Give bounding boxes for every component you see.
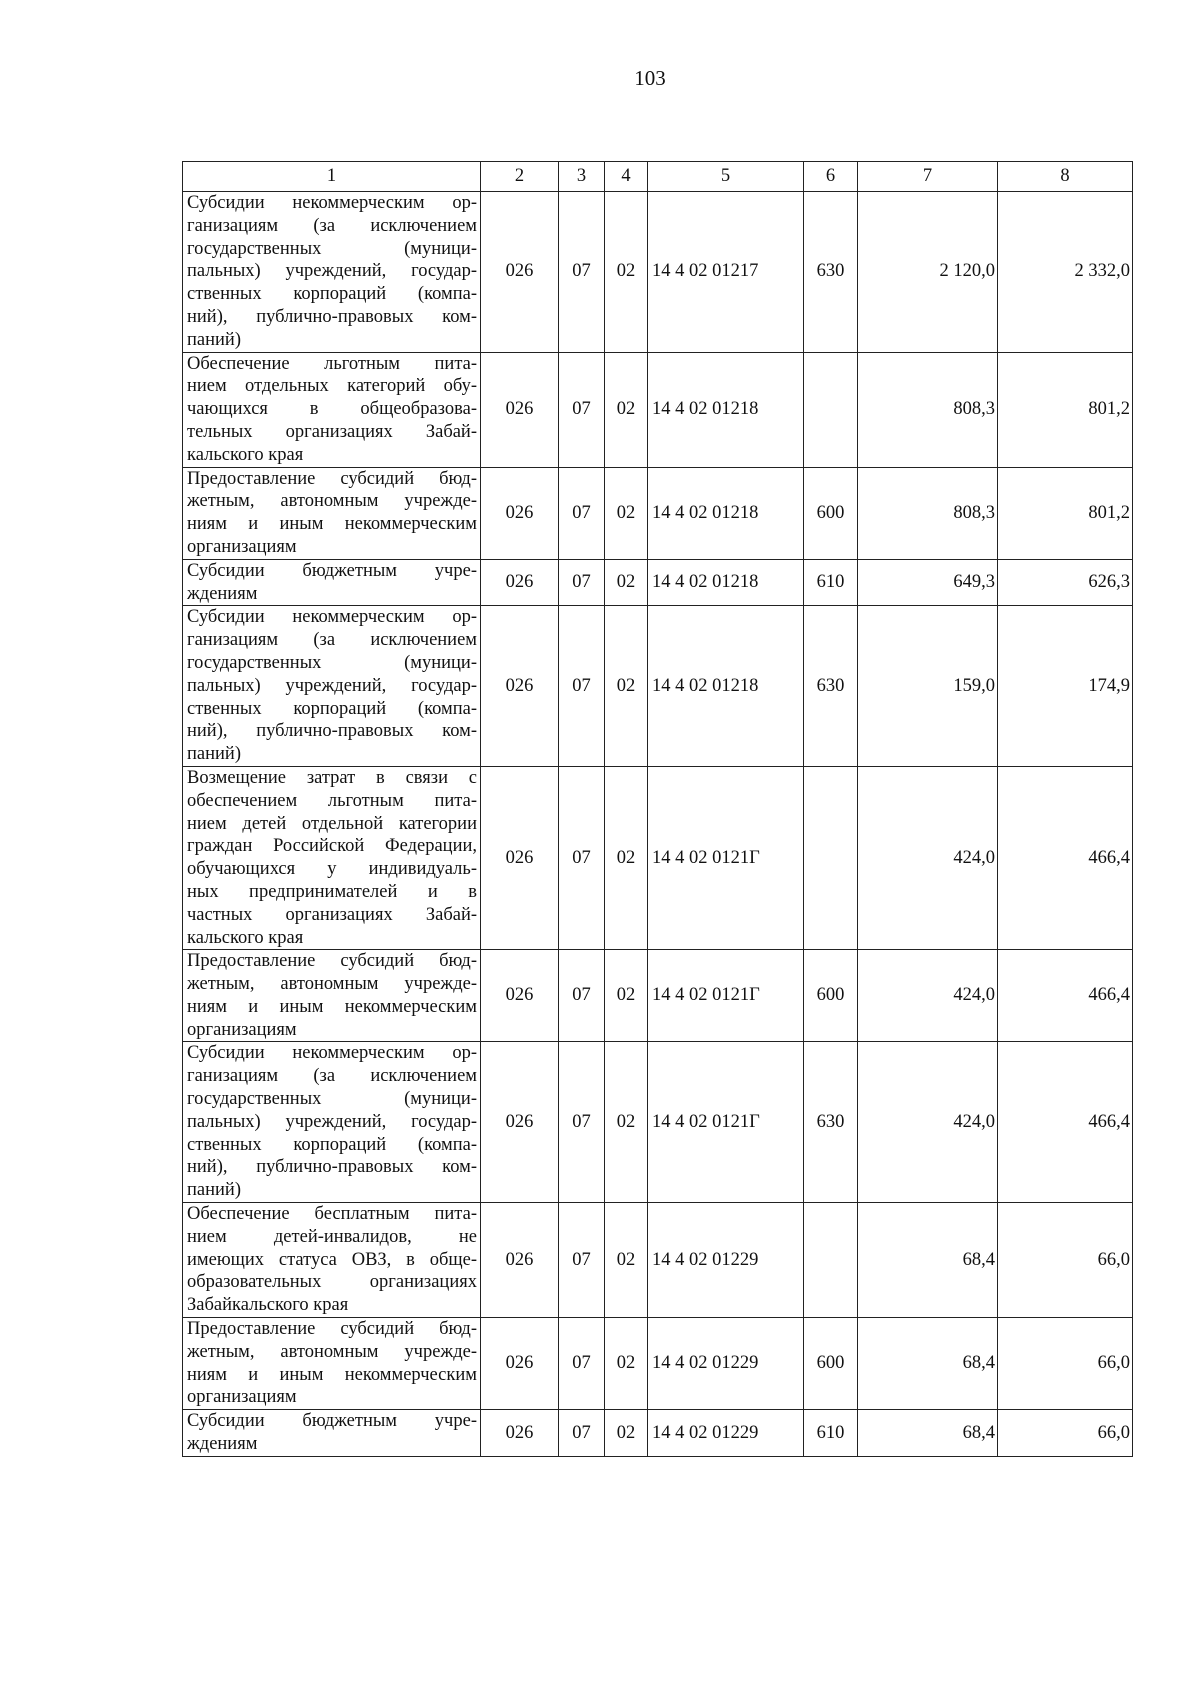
item-name-line: Предоставление субсидий бюд- bbox=[187, 1319, 477, 1340]
cell-grbs: 026 bbox=[481, 192, 559, 353]
cell-grbs: 026 bbox=[481, 1203, 559, 1318]
item-name-line: кальского края bbox=[187, 927, 304, 948]
table-row bbox=[183, 352, 1133, 467]
cell-target-article: 14 4 02 0121Г bbox=[648, 766, 804, 949]
item-name-line: ниям и иным некоммерческим bbox=[187, 996, 477, 1017]
item-name-line: ний), публично-правовых ком- bbox=[187, 306, 477, 327]
item-name-line: паний) bbox=[187, 329, 241, 350]
budget-table bbox=[182, 161, 1133, 1457]
cell-subsection: 02 bbox=[605, 559, 648, 606]
table-row bbox=[183, 1318, 1133, 1410]
cell-expense-type: 600 bbox=[804, 1318, 858, 1410]
cell-amount-col8: 801,2 bbox=[998, 352, 1133, 467]
item-name-line: Обеспечение бесплатным пита- bbox=[187, 1204, 477, 1225]
item-name-line: чающихся в общеобразова- bbox=[187, 399, 477, 420]
cell-subsection: 02 bbox=[605, 1203, 648, 1318]
item-name-line: государственных (муници- bbox=[187, 652, 477, 673]
item-name-line: ний), публично-правовых ком- bbox=[187, 1157, 477, 1178]
cell-section: 07 bbox=[559, 950, 605, 1042]
cell-grbs: 026 bbox=[481, 1042, 559, 1203]
item-name-line: Субсидии некоммерческим ор- bbox=[187, 1043, 477, 1064]
item-name-line: имеющих статуса ОВЗ, в обще- bbox=[187, 1249, 477, 1270]
item-name-line: ганизациям (за исключением bbox=[187, 1066, 477, 1087]
item-name-line: ниям и иным некоммерческим bbox=[187, 514, 477, 535]
cell-subsection: 02 bbox=[605, 467, 648, 559]
column-header: 5 bbox=[648, 162, 804, 192]
cell-subsection: 02 bbox=[605, 192, 648, 353]
cell-section: 07 bbox=[559, 1203, 605, 1318]
table-row bbox=[183, 467, 1133, 559]
item-name-line: Предоставление субсидий бюд- bbox=[187, 468, 477, 489]
cell-section: 07 bbox=[559, 606, 605, 767]
cell-amount-col8: 2 332,0 bbox=[998, 192, 1133, 353]
item-name-line: кальского края bbox=[187, 444, 304, 465]
cell-target-article: 14 4 02 01229 bbox=[648, 1410, 804, 1457]
cell-section: 07 bbox=[559, 1410, 605, 1457]
cell-subsection: 02 bbox=[605, 606, 648, 767]
cell-item-name bbox=[183, 950, 481, 1042]
cell-target-article: 14 4 02 01217 bbox=[648, 192, 804, 353]
cell-amount-col7: 68,4 bbox=[858, 1410, 998, 1457]
table-row bbox=[183, 766, 1133, 949]
item-name-line: обеспечением льготным пита- bbox=[187, 790, 477, 811]
page-number: 103 bbox=[634, 66, 666, 90]
cell-expense-type: 630 bbox=[804, 606, 858, 767]
cell-grbs: 026 bbox=[481, 950, 559, 1042]
cell-amount-col7: 424,0 bbox=[858, 766, 998, 949]
table-row bbox=[183, 1042, 1133, 1203]
cell-item-name bbox=[183, 467, 481, 559]
cell-amount-col7: 649,3 bbox=[858, 559, 998, 606]
item-name-line: жетным, автономным учрежде- bbox=[187, 491, 477, 512]
cell-amount-col8: 174,9 bbox=[998, 606, 1133, 767]
cell-item-name bbox=[183, 1042, 481, 1203]
column-header: 4 bbox=[605, 162, 648, 192]
item-name-line: жетным, автономным учрежде- bbox=[187, 1341, 477, 1362]
item-name-line: организациям bbox=[187, 1019, 297, 1040]
cell-grbs: 026 bbox=[481, 352, 559, 467]
item-name-line: тельных организациях Забай- bbox=[187, 421, 477, 442]
table-row bbox=[183, 1203, 1133, 1318]
column-header: 1 bbox=[183, 162, 481, 192]
item-name-line: Обеспечение льготным пита- bbox=[187, 353, 477, 374]
cell-amount-col7: 159,0 bbox=[858, 606, 998, 767]
cell-target-article: 14 4 02 01218 bbox=[648, 352, 804, 467]
item-name-line: граждан Российской Федерации, bbox=[187, 836, 477, 857]
cell-amount-col8: 466,4 bbox=[998, 766, 1133, 949]
item-name-line: ганизациям (за исключением bbox=[187, 630, 477, 651]
cell-amount-col7: 808,3 bbox=[858, 352, 998, 467]
cell-expense-type: 630 bbox=[804, 1042, 858, 1203]
cell-target-article: 14 4 02 01229 bbox=[648, 1203, 804, 1318]
cell-expense-type bbox=[804, 766, 858, 949]
cell-amount-col8: 626,3 bbox=[998, 559, 1133, 606]
item-name-line: нием отдельных категорий обу- bbox=[187, 376, 477, 397]
item-name-line: ственных корпораций (компа- bbox=[187, 698, 477, 719]
cell-expense-type: 630 bbox=[804, 192, 858, 353]
item-name-line: пальных) учреждений, государ- bbox=[187, 675, 477, 696]
column-header: 7 bbox=[858, 162, 998, 192]
item-name-line: ждениям bbox=[187, 1434, 258, 1455]
header-row bbox=[183, 162, 1133, 192]
cell-amount-col7: 2 120,0 bbox=[858, 192, 998, 353]
cell-subsection: 02 bbox=[605, 352, 648, 467]
cell-expense-type bbox=[804, 1203, 858, 1318]
table-row bbox=[183, 950, 1133, 1042]
cell-subsection: 02 bbox=[605, 950, 648, 1042]
item-name-line: Возмещение затрат в связи с bbox=[187, 767, 477, 788]
cell-expense-type: 610 bbox=[804, 1410, 858, 1457]
cell-item-name bbox=[183, 1203, 481, 1318]
cell-expense-type: 600 bbox=[804, 950, 858, 1042]
cell-item-name bbox=[183, 559, 481, 606]
cell-amount-col8: 66,0 bbox=[998, 1410, 1133, 1457]
cell-item-name bbox=[183, 766, 481, 949]
cell-amount-col8: 66,0 bbox=[998, 1203, 1133, 1318]
item-name-line: Субсидии бюджетным учре- bbox=[187, 560, 477, 581]
table-row bbox=[183, 192, 1133, 353]
item-name-line: Забайкальского края bbox=[187, 1295, 349, 1316]
item-name-line: частных организациях Забай- bbox=[187, 904, 477, 925]
cell-item-name bbox=[183, 1410, 481, 1457]
column-header: 2 bbox=[481, 162, 559, 192]
cell-item-name bbox=[183, 1318, 481, 1410]
cell-grbs: 026 bbox=[481, 606, 559, 767]
cell-grbs: 026 bbox=[481, 1318, 559, 1410]
cell-target-article: 14 4 02 01218 bbox=[648, 467, 804, 559]
cell-amount-col8: 66,0 bbox=[998, 1318, 1133, 1410]
item-name-line: ждениям bbox=[187, 583, 258, 604]
column-header: 6 bbox=[804, 162, 858, 192]
item-name-line: организациям bbox=[187, 1387, 297, 1408]
column-header: 8 bbox=[998, 162, 1133, 192]
cell-section: 07 bbox=[559, 766, 605, 949]
cell-expense-type bbox=[804, 352, 858, 467]
cell-target-article: 14 4 02 0121Г bbox=[648, 950, 804, 1042]
cell-amount-col7: 68,4 bbox=[858, 1318, 998, 1410]
cell-amount-col8: 801,2 bbox=[998, 467, 1133, 559]
item-name-line: государственных (муници- bbox=[187, 238, 477, 259]
item-name-line: образовательных организациях bbox=[187, 1272, 477, 1293]
cell-section: 07 bbox=[559, 467, 605, 559]
cell-target-article: 14 4 02 01218 bbox=[648, 606, 804, 767]
cell-grbs: 026 bbox=[481, 766, 559, 949]
cell-target-article: 14 4 02 01229 bbox=[648, 1318, 804, 1410]
table-row bbox=[183, 559, 1133, 606]
item-name-line: ганизациям (за исключением bbox=[187, 215, 477, 236]
item-name-line: Предоставление субсидий бюд- bbox=[187, 951, 477, 972]
cell-section: 07 bbox=[559, 1318, 605, 1410]
cell-expense-type: 610 bbox=[804, 559, 858, 606]
cell-subsection: 02 bbox=[605, 1042, 648, 1203]
cell-section: 07 bbox=[559, 352, 605, 467]
cell-amount-col7: 68,4 bbox=[858, 1203, 998, 1318]
cell-target-article: 14 4 02 01218 bbox=[648, 559, 804, 606]
item-name-line: ний), публично-правовых ком- bbox=[187, 721, 477, 742]
item-name-line: жетным, автономным учрежде- bbox=[187, 974, 477, 995]
column-header: 3 bbox=[559, 162, 605, 192]
cell-subsection: 02 bbox=[605, 766, 648, 949]
item-name-line: государственных (муници- bbox=[187, 1089, 477, 1110]
item-name-line: пальных) учреждений, государ- bbox=[187, 261, 477, 282]
item-name-line: Субсидии некоммерческим ор- bbox=[187, 607, 477, 628]
cell-amount-col8: 466,4 bbox=[998, 950, 1133, 1042]
cell-item-name bbox=[183, 192, 481, 353]
cell-grbs: 026 bbox=[481, 559, 559, 606]
cell-item-name bbox=[183, 606, 481, 767]
item-name-line: обучающихся у индивидуаль- bbox=[187, 859, 477, 880]
item-name-line: нием детей отдельной категории bbox=[187, 813, 477, 834]
cell-amount-col8: 466,4 bbox=[998, 1042, 1133, 1203]
item-name-line: пальных) учреждений, государ- bbox=[187, 1111, 477, 1132]
cell-amount-col7: 808,3 bbox=[858, 467, 998, 559]
cell-amount-col7: 424,0 bbox=[858, 950, 998, 1042]
cell-expense-type: 600 bbox=[804, 467, 858, 559]
cell-grbs: 026 bbox=[481, 1410, 559, 1457]
item-name-line: ниям и иным некоммерческим bbox=[187, 1364, 477, 1385]
item-name-line: нием детей-инвалидов, не bbox=[187, 1226, 477, 1247]
cell-item-name bbox=[183, 352, 481, 467]
cell-subsection: 02 bbox=[605, 1318, 648, 1410]
item-name-line: паний) bbox=[187, 1180, 241, 1201]
cell-target-article: 14 4 02 0121Г bbox=[648, 1042, 804, 1203]
item-name-line: ственных корпораций (компа- bbox=[187, 1134, 477, 1155]
item-name-line: Субсидии некоммерческим ор- bbox=[187, 193, 477, 213]
item-name-line: ных предпринимателей и в bbox=[187, 881, 477, 902]
cell-section: 07 bbox=[559, 192, 605, 353]
item-name-line: Субсидии бюджетным учре- bbox=[187, 1411, 477, 1432]
cell-grbs: 026 bbox=[481, 467, 559, 559]
item-name-line: ственных корпораций (компа- bbox=[187, 284, 477, 305]
cell-subsection: 02 bbox=[605, 1410, 648, 1457]
cell-section: 07 bbox=[559, 559, 605, 606]
cell-section: 07 bbox=[559, 1042, 605, 1203]
cell-amount-col7: 424,0 bbox=[858, 1042, 998, 1203]
item-name-line: организациям bbox=[187, 536, 297, 557]
item-name-line: паний) bbox=[187, 744, 241, 765]
table-body bbox=[183, 192, 1133, 1457]
table-row bbox=[183, 1410, 1133, 1457]
table-row bbox=[183, 606, 1133, 767]
